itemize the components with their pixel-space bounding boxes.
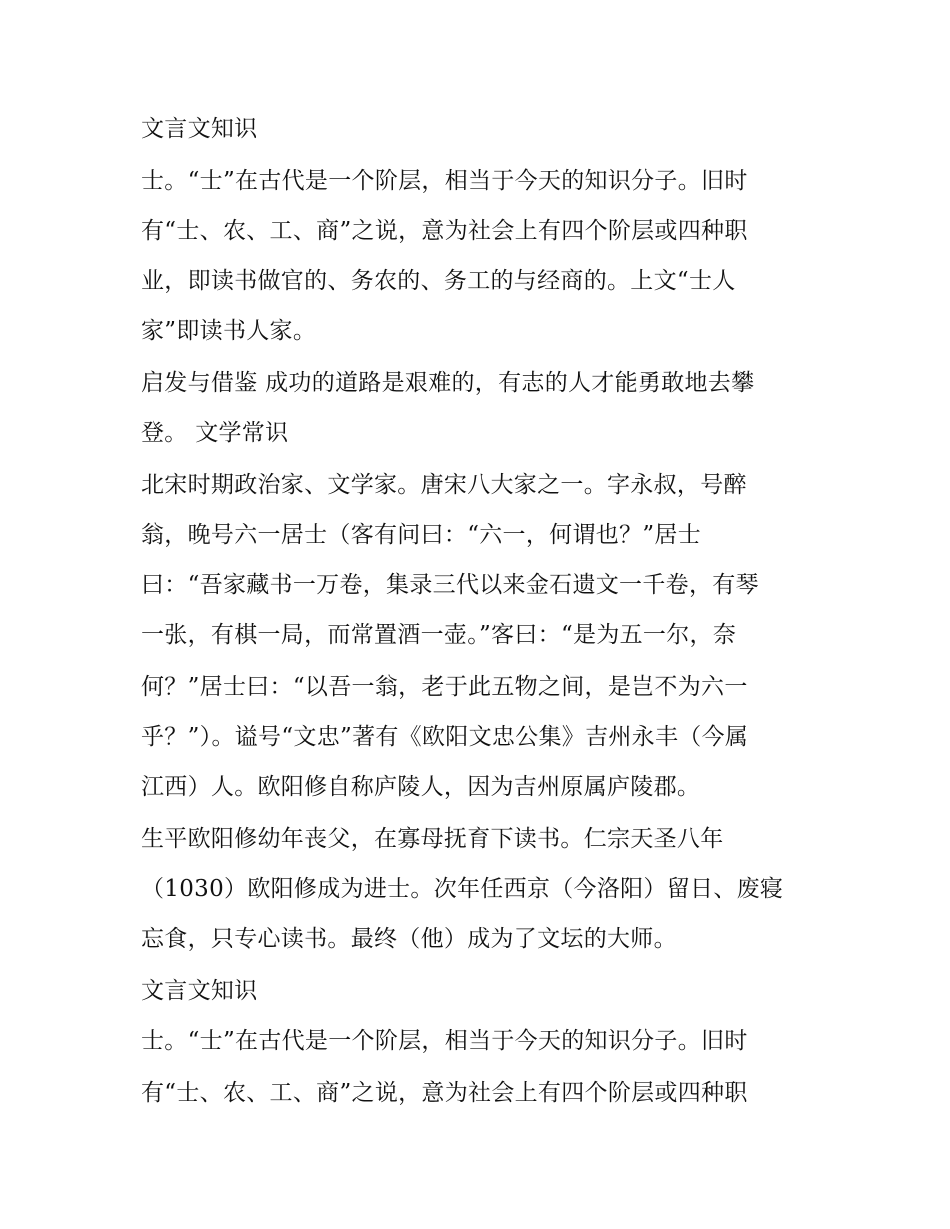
text-line: 家”即读书人家。 [141,318,317,344]
text-line: 江西）人。欧阳修自称庐陵人，因为吉州原属庐陵郡。 [141,774,701,800]
text-line: 忘食，只专心读书。最终（他）成为了文坛的大师。 [141,926,677,952]
text-line: 士。“士”在古代是一个阶层，相当于今天的知识分子。旧时 [141,168,748,194]
heading-classical-chinese-knowledge: 文言文知识 [141,116,258,142]
text-line: 启发与借鉴 成功的道路是艰难的，有志的人才能勇敢地去攀 [141,370,755,396]
text-line: 北宋时期政治家、文学家。唐宋八大家之一。字永叔，号醉 [141,472,747,498]
text-line: 乎？”）。谥号“文忠”著有《欧阳文忠公集》吉州永丰（今属 [141,724,749,750]
text-line: 有“士、农、工、商”之说，意为社会上有四个阶层或四种职 [141,1080,748,1106]
text-line: 翁，晚号六一居士（客有问曰：“六一，何谓也？”居士 [141,522,702,548]
heading-classical-chinese-knowledge: 文言文知识 [141,978,258,1004]
text-line: 曰：“吾家藏书一万卷，集录三代以来金石遗文一千卷，有琴 [141,572,759,598]
text-line: 登。 文学常识 [141,420,289,446]
text-line: 士。“士”在古代是一个阶层，相当于今天的知识分子。旧时 [141,1028,748,1054]
text-line: 有“士、农、工、商”之说，意为社会上有四个阶层或四种职 [141,218,748,244]
text-line: 生平欧阳修幼年丧父，在寡母抚育下读书。仁宗天圣八年 [141,826,724,852]
text-line: 一张，有棋一局，而常置酒一壶。”客曰：“是为五一尔，奈 [141,622,737,648]
text-line: 业，即读书做官的、务农的、务工的与经商的。上文“士人 [141,268,736,294]
text-line: 何？”居士曰：“以吾一翁，老于此五物之间，是岂不为六一 [141,674,748,700]
text-line: （1030）欧阳修成为进士。次年任西京（今洛阳）留日、废寝 [141,876,784,902]
